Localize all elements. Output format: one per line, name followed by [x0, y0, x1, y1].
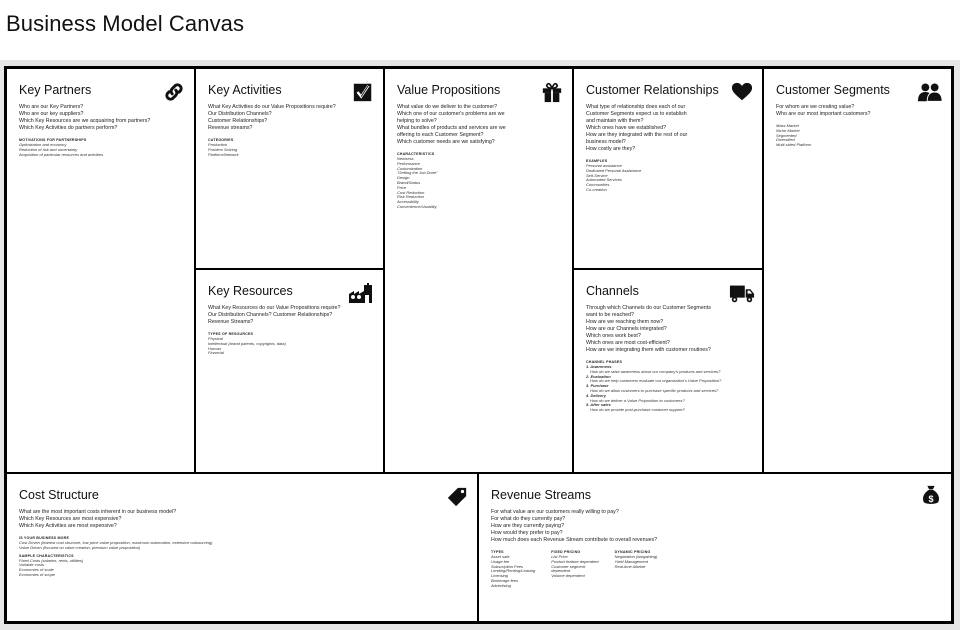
- question-text: Which Key Activities are most expensive?: [19, 523, 117, 529]
- question-text: How are we reaching them now?: [586, 319, 664, 325]
- question-text: Who are our most important customers?: [776, 111, 871, 117]
- question-text: Which Key Activities do partners perform?: [19, 125, 118, 131]
- section-heading: SAMPLE CHARACTERISTICS: [19, 553, 74, 558]
- question-text: helping to solve?: [397, 118, 437, 124]
- link-icon: [163, 81, 185, 103]
- section-heading: MOTIVATIONS FOR PARTNERSHIPS: [19, 138, 87, 142]
- list-item: Volume dependent: [551, 573, 585, 579]
- question-text: How are we integrating them with customer routines?: [586, 347, 711, 353]
- list-item: Intellectual (brand patents, copyrights, data): [208, 340, 286, 346]
- list-item: Newness: [397, 156, 414, 161]
- block-content: [776, 104, 941, 148]
- question-text: Which customer needs are we satisfying?: [397, 139, 495, 145]
- list-item: Dedicated Personal Assistance: [586, 167, 642, 173]
- question-text: For what value are our customers really willing to pay?: [491, 509, 619, 515]
- list-item: Advertising: [491, 582, 511, 588]
- question-text: How are our Channels integrated?: [586, 326, 667, 332]
- question-text: What Key Resources do our Value Propositions require?: [208, 305, 341, 311]
- revenue-types-column: [491, 550, 535, 589]
- list-item: Niche Market: [776, 127, 800, 133]
- list-item: Self-Service: [586, 172, 608, 178]
- list-item: Fixed Costs (salaries, rents, utilities): [19, 557, 84, 563]
- list-item: Cost Reduction: [397, 189, 425, 195]
- list-item: Convenience/Usability: [397, 203, 437, 209]
- list-item: Accessibility: [397, 199, 419, 205]
- question-text: Which Key Resources are we acquairing from partners?: [19, 118, 151, 124]
- list-item: Mass Market: [776, 123, 799, 128]
- question-text: How costly are they?: [586, 146, 636, 152]
- phase-description: How do we help customers evaluate our organization's Value Proposition?: [590, 378, 722, 384]
- dynamic-pricing-column: [615, 550, 658, 589]
- list-item: Automated Services: [586, 177, 622, 183]
- question-text: How are they integrated with the rest of our: [586, 132, 688, 138]
- list-item: Negotiation (bargaining): [614, 554, 658, 559]
- list-item: Multi-sided Platform: [776, 142, 812, 148]
- block-key-activities: [196, 69, 383, 268]
- list-item: Diversified: [776, 137, 795, 143]
- question-text: Through which Channels do our Customer Segments: [586, 305, 711, 311]
- list-item: Lending/Renting/Leasing: [491, 568, 536, 574]
- question-text: For what do they currently pay?: [491, 516, 566, 522]
- list-item: Communities: [586, 182, 610, 188]
- block-value-propositions: [385, 69, 572, 472]
- block-content: [19, 104, 184, 157]
- list-item: Production: [208, 142, 228, 147]
- list-item: Licensing: [491, 573, 508, 579]
- question-text: Which ones have we established?: [586, 125, 667, 131]
- money-bag-icon: [920, 484, 942, 506]
- question-text: Who are our Key Partners?: [19, 104, 84, 110]
- list-item: dependent: [551, 568, 571, 574]
- list-item: Design: [397, 175, 410, 181]
- question-text: How would they prefer to pay?: [491, 530, 563, 536]
- question-text: What type of relationship does each of our: [586, 104, 686, 110]
- phase-description: How do we provide post-purchase customer support?: [590, 407, 685, 413]
- list-item: Price: [397, 184, 407, 190]
- list-item: Value Driven (focused on value creation, premium value proposition): [19, 544, 141, 550]
- list-item: Brand/Status: [397, 179, 421, 185]
- block-channels: [574, 270, 762, 472]
- block-content: [397, 104, 562, 210]
- question-text: Which one of our customer's problems are we: [397, 111, 505, 117]
- list-item: Asset sale: [491, 554, 510, 559]
- phase-description: How do we deliver a Value Proposition to customers?: [590, 397, 685, 403]
- question-text: want to be reached?: [586, 312, 635, 318]
- truck-icon: [729, 282, 755, 304]
- question-text: Who are our key suppliers?: [19, 111, 84, 117]
- phase-name: 5. After sales: [586, 402, 611, 408]
- question-text: What Key Activities do our Value Propositions require?: [208, 104, 336, 110]
- list-item: Brokerage fees: [491, 577, 519, 583]
- list-item: Personal assistance: [586, 163, 622, 168]
- block-title: Key Resources: [208, 284, 293, 298]
- question-text: Which ones work best?: [586, 333, 641, 339]
- list-item: "Getting the Job Done": [397, 170, 438, 176]
- list-item: Usage fee: [491, 558, 510, 564]
- list-item: Customer segment: [551, 563, 586, 569]
- price-tag-icon: [446, 486, 468, 508]
- block-title: Value Propositions: [397, 83, 501, 97]
- list-item: List Price: [551, 554, 568, 559]
- section-heading: TYPES OF RESOURCES: [208, 332, 254, 336]
- block-title: Customer Segments: [776, 83, 890, 97]
- block-content: [208, 305, 373, 356]
- list-item: Cost Driven (leanest cost structure, low price value proposition, maximum automation, extensive outsourcing): [19, 540, 213, 545]
- block-title: Key Activities: [208, 83, 282, 97]
- phase-name: 1. Awareness: [586, 364, 612, 369]
- phase-name: 3. Purchase: [586, 383, 609, 389]
- question-text: What are the most important costs inherent in our business model?: [19, 509, 177, 515]
- section-heading: FIXED PRICING: [551, 550, 581, 554]
- block-title: Revenue Streams: [491, 488, 592, 502]
- list-item: Human: [208, 345, 221, 351]
- list-item: Subscription Fees: [491, 563, 524, 569]
- list-item: Economies of scope: [19, 571, 56, 577]
- section-heading: EXAMPLES: [586, 159, 608, 163]
- question-text: Which ones are most cost-efficient?: [586, 340, 670, 346]
- business-model-canvas: [4, 66, 954, 624]
- list-item: Variable costs: [19, 562, 44, 568]
- list-item: Risk Reduction: [397, 194, 424, 200]
- block-title: Channels: [586, 284, 639, 298]
- block-title: Customer Relationships: [586, 83, 719, 97]
- gift-icon: [541, 81, 563, 103]
- question-text: offering to each Customer Segment?: [397, 132, 484, 138]
- fixed-pricing-column: [551, 550, 598, 589]
- block-content: [208, 104, 373, 157]
- block-content: [491, 509, 941, 589]
- people-icon: [917, 81, 943, 103]
- list-item: Problem Solving: [208, 146, 238, 152]
- question-text: Customer Segments expect us to establish: [586, 111, 687, 117]
- question-text: Our Distribution Channels?: [208, 111, 272, 117]
- block-key-partners: [7, 69, 194, 472]
- question-text: Revenue Streams?: [208, 319, 254, 325]
- block-cost-structure: [7, 474, 477, 621]
- block-title: Key Partners: [19, 83, 92, 97]
- list-item: Optimization and economy: [19, 142, 67, 147]
- list-item: Reduction of risk and uncertainty: [19, 146, 78, 152]
- list-item: Platform/Network: [208, 151, 239, 157]
- block-content: [19, 509, 467, 578]
- section-heading: CHARACTERISTICS: [397, 152, 435, 156]
- list-item: Economies of scale: [19, 567, 54, 573]
- question-text: and maintain with them?: [586, 118, 644, 124]
- block-customer-segments: [764, 69, 951, 472]
- svg-text:$: $: [928, 493, 934, 504]
- list-item: Segmented: [776, 132, 797, 138]
- section-heading: CATEGORIES: [208, 138, 234, 142]
- section-heading: IS YOUR BUSINESS MORE: [19, 536, 70, 540]
- list-item: Real-time-Market: [614, 563, 646, 569]
- list-item: Financial: [208, 350, 225, 356]
- question-text: Customer Relationships?: [208, 118, 268, 124]
- block-revenue-streams: [479, 474, 951, 621]
- block-key-resources: [196, 270, 383, 472]
- block-content: [586, 104, 752, 193]
- phase-description: How do we raise awareness about our company's products and services?: [590, 368, 721, 374]
- question-text: business model?: [586, 139, 626, 145]
- phase-name: 4. Delivery: [586, 392, 607, 398]
- section-heading: TYPES: [491, 550, 504, 554]
- question-text: Which Key Resources are most expensive?: [19, 516, 122, 522]
- block-customer-relationships: [574, 69, 762, 268]
- list-item: Customization: [397, 165, 423, 171]
- section-heading: CHANNEL PHASES: [586, 360, 623, 364]
- list-item: Physical: [208, 336, 223, 341]
- list-item: Acquisition of particular resources and activities: [19, 151, 104, 157]
- question-text: Our Distribution Channels? Customer Relationships?: [208, 312, 333, 318]
- section-heading: DYNAMIC PRICING: [614, 550, 651, 554]
- list-item: Product feature dependent: [551, 558, 599, 564]
- question-text: Revenue streams?: [208, 125, 253, 131]
- block-title: Cost Structure: [19, 488, 99, 502]
- phase-name: 2. Evaluation: [586, 373, 611, 379]
- factory-icon: [348, 282, 376, 304]
- question-text: How much does each Revenue Stream contribute to overall revenues?: [491, 537, 658, 543]
- question-text: What bundles of products and services are we: [397, 125, 506, 131]
- list-item: Yield Management: [614, 558, 648, 564]
- list-item: Performance: [397, 160, 420, 166]
- phase-description: How do we allow customers to purchase specific products and services?: [590, 387, 719, 393]
- question-text: How are they currently paying?: [491, 523, 565, 529]
- question-text: For whom are we creating value?: [776, 104, 855, 110]
- question-text: What value do we deliver to the customer?: [397, 104, 498, 110]
- checkbox-icon: [352, 81, 374, 103]
- block-content: [586, 305, 752, 413]
- list-item: Co-creation: [586, 186, 607, 192]
- page-title: Business Model Canvas: [6, 11, 245, 36]
- heart-icon: [731, 81, 753, 103]
